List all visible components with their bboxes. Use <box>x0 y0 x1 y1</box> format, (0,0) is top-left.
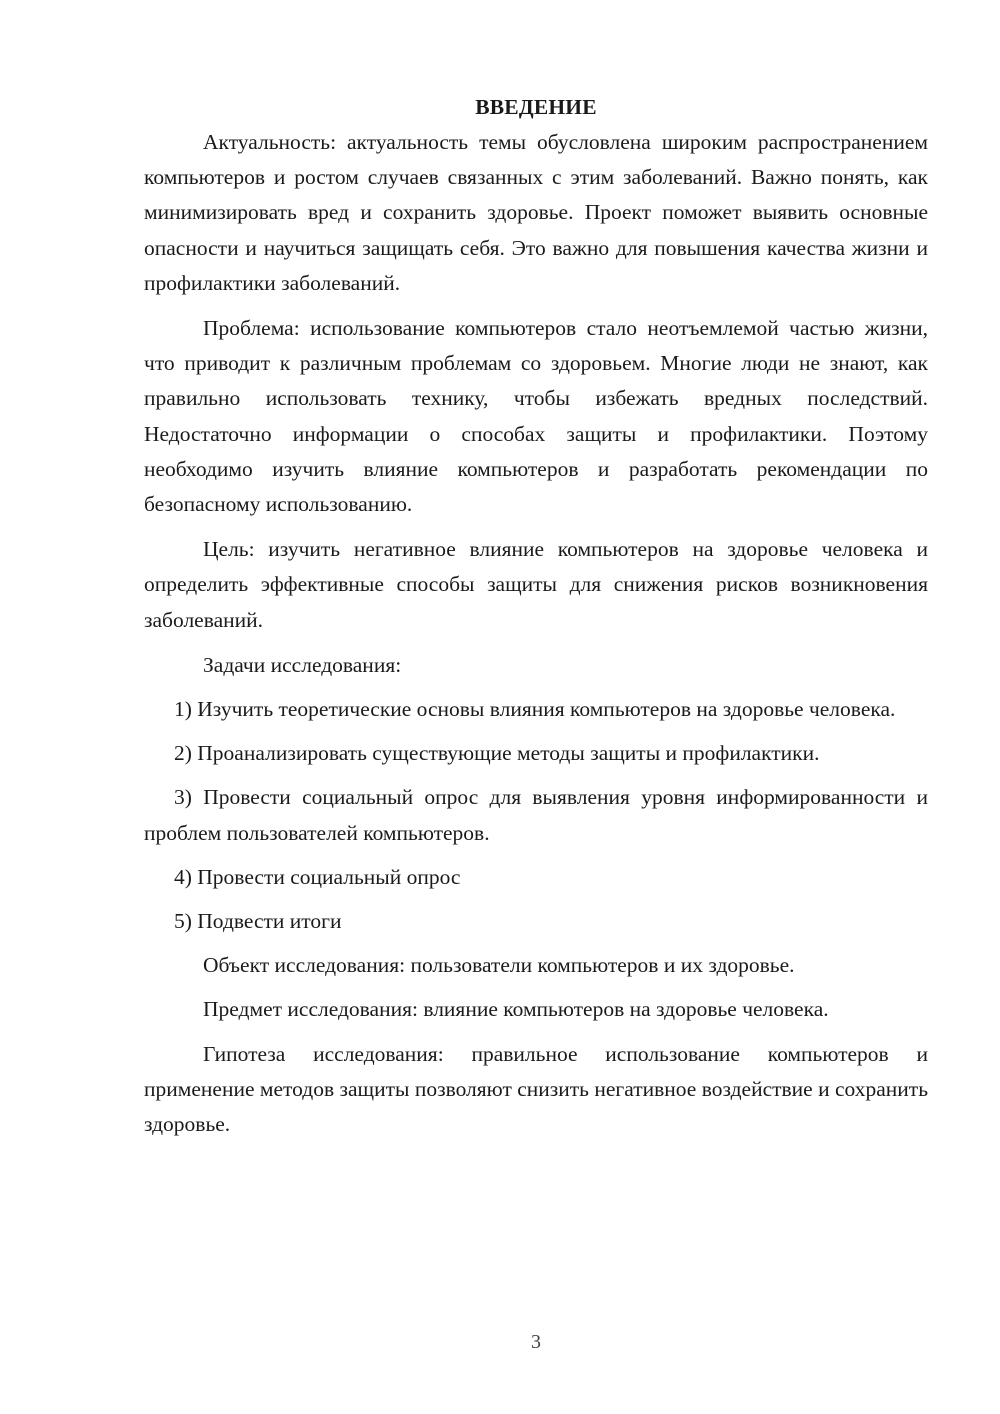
paragraph-relevance: Актуальность: актуальность темы обусловлена широким распространением компьютеров и ростом случаев связанных с этим заболеваний. Важно понять, как минимизировать вред и сохранить здоровье. Проект поможет выявить основные опасности и научиться защищать себя. Это важно для повышения качества жизни и профилактики заболеваний. <box>144 130 928 295</box>
page-title: ВВЕДЕНИЕ <box>475 95 597 119</box>
task-item-4: 4) Провести социальный опрос <box>174 864 461 889</box>
page-number: 3 <box>531 1331 541 1353</box>
task-item-5: 5) Подвести итоги <box>174 909 342 934</box>
task-item-2: 2) Проанализировать существующие методы защиты и профилактики. <box>174 741 820 766</box>
tasks-heading: Задачи исследования: <box>203 652 402 677</box>
document-page <box>144 90 928 1142</box>
paragraph-object: Объект исследования: пользователи компьютеров и их здоровье. <box>203 953 795 978</box>
paragraph-problem: Проблема: использование компьютеров стало неотъемлемой частью жизни, что приводит к различным проблемам со здоровьем. Многие люди не знают, как правильно использовать технику, чтобы избежать вредных последствий. Недостаточно информации о способах защиты и профилактики. Поэтому необходимо изучить влияние компьютеров и разработать рекомендации по безопасному использованию. <box>144 316 928 517</box>
paragraph-subject: Предмет исследования: влияние компьютеров на здоровье человека. <box>203 997 829 1022</box>
paragraph-hypothesis: Гипотеза исследования: правильное использование компьютеров и применение методов защиты позволяют снизить негативное воздействие и сохранить здоровье. <box>144 1041 928 1137</box>
task-item-3: 3) Провести социальный опрос для выявления уровня информированности и проблем пользователей компьютеров. <box>144 785 928 845</box>
paragraph-goal: Цель: изучить негативное влияние компьютеров на здоровье человека и определить эффективные способы защиты для снижения рисков возникновения заболеваний. <box>144 537 928 632</box>
task-item-1: 1) Изучить теоретические основы влияния компьютеров на здоровье человека. <box>174 697 896 722</box>
